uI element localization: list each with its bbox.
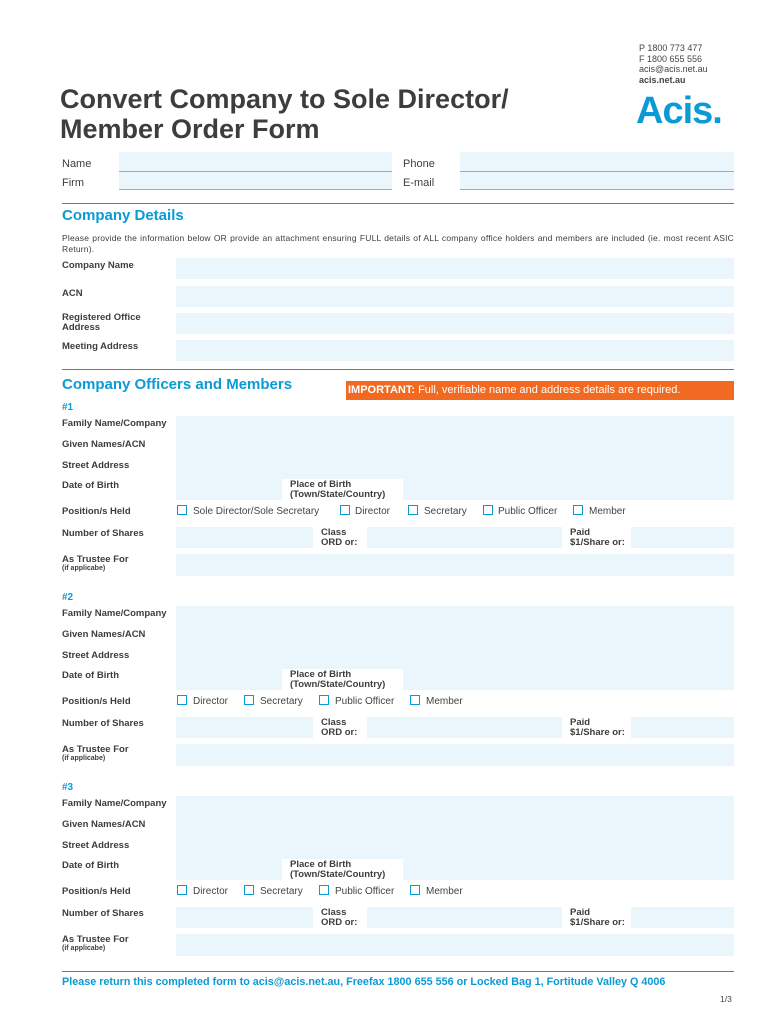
position-label: Public Officer [335,696,395,707]
member-2-secretary-checkbox[interactable] [244,695,254,705]
member-1-trustee-field[interactable] [176,554,734,576]
street-address-label: Street Address [62,650,130,661]
family-name-label: Family Name/Company [62,418,167,429]
company-details-instructions: Please provide the information below OR provide an attachment ensuring FULL details of ALL company office holders and members are included (ie. most recent ASIC Return). [62,233,734,254]
acn-field[interactable] [176,286,734,307]
position-label: Secretary [260,696,303,707]
paid-label-line-2: $1/Share or: [570,537,625,548]
positions-held-label: Position/s Held [62,696,131,707]
paid-label [570,528,625,548]
class-label-line-2: ORD or: [321,727,358,738]
member-1-public-officer-checkbox[interactable] [483,505,493,515]
member-1-class-field[interactable] [367,527,562,548]
position-label: Director [193,696,229,707]
member-1-dob-field[interactable] [176,479,282,500]
trustee-note: (if applicabe) [62,565,106,572]
num-shares-label: Number of Shares [62,908,144,919]
dob-label: Date of Birth [62,670,119,681]
registered-office-field[interactable] [176,313,734,334]
member-2-given-names-field[interactable] [176,627,734,648]
pob-label-line-1: Place of Birth [290,859,352,870]
member-1-street-address-field[interactable] [176,458,734,479]
dob-label: Date of Birth [62,860,119,871]
email-label: E-mail [403,177,435,189]
phone-number: P 1800 773 477 [639,43,703,53]
member-3-trustee-field[interactable] [176,934,734,956]
name-label: Name [62,158,92,170]
member-3-paid-field[interactable] [631,907,734,928]
member-3-num-shares-field[interactable] [176,907,313,928]
member-3-class-field[interactable] [367,907,562,928]
divider [62,971,734,972]
paid-label-line-1: Paid [570,717,591,728]
position-label: Public Officer [335,886,395,897]
street-address-label: Street Address [62,840,130,851]
contact-website: acis.net.au [639,74,686,85]
contact-email: acis@acis.net.au [639,64,708,74]
class-label [321,528,357,548]
class-label-line-2: ORD or: [321,537,358,548]
company-name-label: Company Name [62,260,134,271]
pob-label [290,480,385,500]
family-name-label: Family Name/Company [62,608,167,619]
class-label-line-1: Class [321,717,347,728]
meeting-address-label: Meeting Address [62,341,139,352]
company-details-heading: Company Details [62,207,184,224]
position-label: Public Officer [498,506,558,517]
return-instructions: Please return this completed form to acis@acis.net.au, Freefax 1800 655 556 or Locked Bag 1, Fortitude Valley Q 4006 [62,976,666,988]
title-line-1: Convert Company to Sole Director/ [60,84,509,114]
trustee-label: As Trustee For [62,554,129,565]
trustee-note: (if applicabe) [62,945,106,952]
num-shares-label: Number of Shares [62,718,144,729]
trustee-label: As Trustee For [62,934,129,945]
position-label: Secretary [260,886,303,897]
paid-label-line-2: $1/Share or: [570,727,625,738]
paid-label [570,718,625,738]
member-3-secretary-checkbox[interactable] [244,885,254,895]
member-1-secretary-checkbox[interactable] [408,505,418,515]
pob-label [290,860,385,880]
pob-label-line-1: Place of Birth [290,669,352,680]
position-label: Director [193,886,229,897]
member-1-number: #1 [62,402,74,413]
email-field[interactable] [460,172,734,190]
member-3-director-checkbox[interactable] [177,885,187,895]
member-1-sole-director-checkbox[interactable] [177,505,187,515]
dob-label: Date of Birth [62,480,119,491]
pob-label-line-2: (Town/State/Country) [290,489,386,500]
title-line-2: Member Order Form [60,114,320,144]
member-2-class-field[interactable] [367,717,562,738]
trustee-label: As Trustee For [62,744,129,755]
member-2-paid-field[interactable] [631,717,734,738]
member-2-member-checkbox[interactable] [410,695,420,705]
paid-label-line-1: Paid [570,907,591,918]
acis-logo: Acis. [636,90,722,132]
position-label: Sole Director/Sole Secretary [193,506,320,517]
page-number: 1/3 [720,994,732,1004]
pob-label [290,670,385,690]
family-name-label: Family Name/Company [62,798,167,809]
positions-held-label: Position/s Held [62,886,131,897]
member-1-family-name-field[interactable] [176,416,734,437]
member-3-pob-field[interactable] [403,859,734,880]
member-3-number: #3 [62,782,74,793]
page-title [60,84,509,144]
contact-block [639,43,708,85]
member-3-family-name-field[interactable] [176,796,734,817]
position-label: Member [589,506,626,517]
pob-label-line-2: (Town/State/Country) [290,869,386,880]
member-3-member-checkbox[interactable] [410,885,420,895]
class-label [321,718,357,738]
member-2-family-name-field[interactable] [176,606,734,627]
important-label: IMPORTANT: [348,384,416,396]
member-3-public-officer-checkbox[interactable] [319,885,329,895]
member-2-trustee-field[interactable] [176,744,734,766]
class-label-line-1: Class [321,527,347,538]
member-1-paid-field[interactable] [631,527,734,548]
name-field[interactable] [119,152,392,172]
member-2-pob-field[interactable] [403,669,734,690]
position-label: Director [355,506,391,517]
trustee-note: (if applicabe) [62,755,106,762]
paid-label-line-1: Paid [570,527,591,538]
member-2-dob-field[interactable] [176,669,282,690]
phone-label: Phone [403,158,435,170]
position-label: Member [426,886,463,897]
member-3-street-address-field[interactable] [176,838,734,859]
important-banner [346,381,734,400]
member-2-public-officer-checkbox[interactable] [319,695,329,705]
street-address-label: Street Address [62,460,130,471]
positions-held-label: Position/s Held [62,506,131,517]
paid-label [570,908,625,928]
officers-heading: Company Officers and Members [62,376,293,393]
member-2-num-shares-field[interactable] [176,717,313,738]
position-label: Secretary [424,506,467,517]
acn-label: ACN [62,288,83,299]
member-2-street-address-field[interactable] [176,648,734,669]
class-label-line-2: ORD or: [321,917,358,928]
given-names-label: Given Names/ACN [62,439,146,450]
firm-field[interactable] [119,172,392,190]
num-shares-label: Number of Shares [62,528,144,539]
member-3-dob-field[interactable] [176,859,282,880]
paid-label-line-2: $1/Share or: [570,917,625,928]
fax-number: F 1800 655 556 [639,53,703,64]
registered-office-label: Registered Office Address [62,312,141,333]
class-label-line-1: Class [321,907,347,918]
company-name-field[interactable] [176,258,734,279]
pob-label-line-2: (Town/State/Country) [290,679,386,690]
firm-label: Firm [62,177,84,189]
pob-label-line-1: Place of Birth [290,479,352,490]
class-label [321,908,357,928]
given-names-label: Given Names/ACN [62,819,146,830]
member-1-given-names-field[interactable] [176,437,734,458]
member-1-pob-field[interactable] [403,479,734,500]
given-names-label: Given Names/ACN [62,629,146,640]
meeting-address-field[interactable] [176,340,734,361]
position-label: Member [426,696,463,707]
phone-field[interactable] [460,152,734,172]
member-1-director-checkbox[interactable] [340,505,350,515]
divider [62,369,734,370]
member-2-number: #2 [62,592,74,603]
member-1-num-shares-field[interactable] [176,527,313,548]
member-2-director-checkbox[interactable] [177,695,187,705]
member-3-given-names-field[interactable] [176,817,734,838]
important-text: Full, verifiable name and address details are required. [415,384,681,396]
member-1-member-checkbox[interactable] [573,505,583,515]
divider [62,203,734,204]
